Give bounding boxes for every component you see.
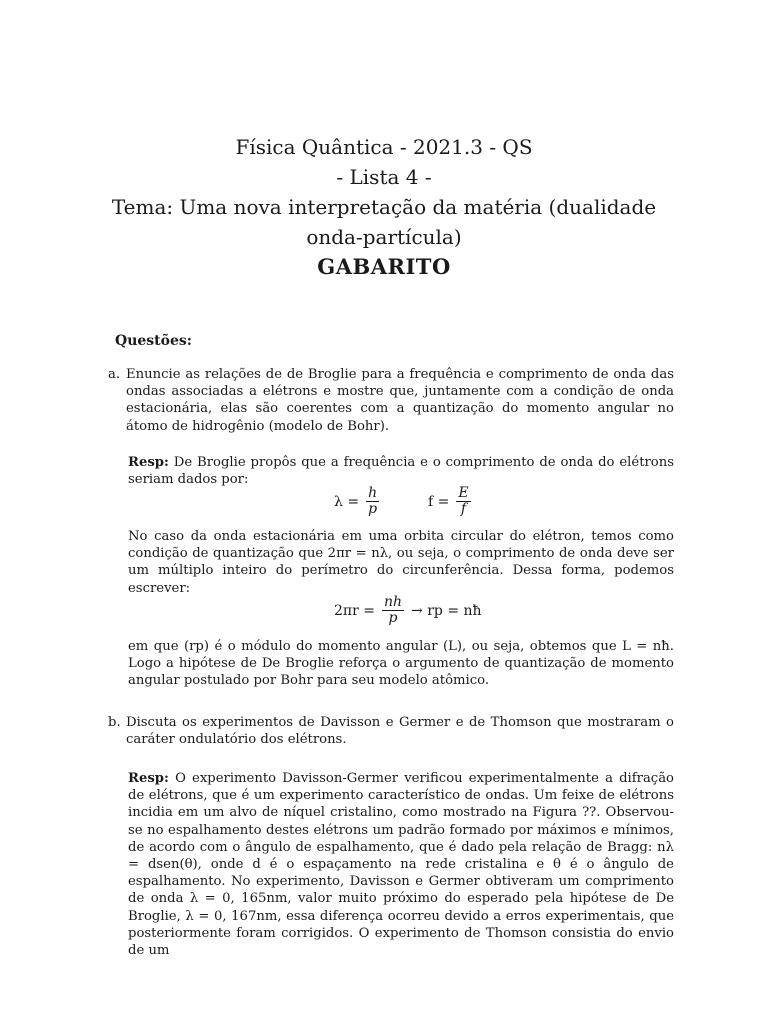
answer-b [128,770,674,959]
answer-b-text: O experimento Davisson-Germer verificou experimentalmente a difração de elétrons, que é um experimento característico de ondas. Um feixe de elétrons incidia em um alvo de níquel cristalino, como mostrado na Figura ??. Observou-se no espalhamento destes elétrons um padrão formado por máximos e mínimos, de acordo com o ângulo de espalhamento, que é dado pela relação de Bragg: nλ = dsen(θ), onde d é o espaçamento na rede cristalina e θ é o ângulo de espalhamento. No experimento, Davisson e Germer obtiveram um comprimento de onda λ = 0, 165nm, valor muito próximo do esperado pela hipótese de De Broglie, λ = 0, 167nm, essa diferença ocorreu devido a erros experimentais, que posteriormente foram corrigidos. O experimento de Thomson consistia do envio de um [128,771,674,959]
eq3-numerator: nh [383,594,403,610]
question-a-marker: a. [108,367,121,382]
question-b-text: Discuta os experimentos de Davisson e Germer e de Thomson que mostraram o caráter ondulatório dos elétrons. [126,715,674,748]
title-line-3: Tema: Uma nova interpretação da matéria (dualidade [111,195,657,219]
equation-frequency [424,486,474,517]
answer-a-paragraph-3: em que (rp) é o módulo do momento angular (L), ou seja, obtemos que L = nħ. Logo a hipótese de De Broglie reforça o argumento de quantização de momento angular postulado por Bohr para seu modelo atômico. [128,639,674,689]
document-title [0,132,768,282]
answer-a-label: Resp: [128,455,169,470]
answer-a-intro-text: De Broglie propôs que a frequência e o comprimento de onda do elétrons seriam dados por: [128,455,674,488]
eq1-denominator: p [368,501,378,517]
eq1-fraction [366,486,379,517]
answer-a-intro [128,454,674,488]
question-b [108,714,674,748]
eq1-lhs: λ = [334,493,360,510]
eq2-fraction [456,486,470,517]
eq3-rhs: → rp = nħ [411,602,482,619]
equation-quantization [330,595,486,626]
question-a [108,366,674,435]
eq3-fraction [382,595,404,626]
eq2-numerator: E [458,485,469,501]
eq3-denominator: p [388,610,398,626]
title-line-1: Física Quântica - 2021.3 - QS [235,135,533,159]
title-line-2: - Lista 4 - [336,165,432,189]
title-line-5: GABARITO [317,254,451,279]
eq2-lhs: f = [428,493,450,510]
question-b-marker: b. [108,715,121,730]
section-heading: Questões: [115,333,192,349]
equation-wavelength [330,486,382,517]
answer-a-paragraph-2: No caso da onda estacionária em uma orbita circular do elétron, temos como condição de quantização que 2πr = nλ, ou seja, o comprimento de onda deve ser um múltiplo inteiro do perímetro do circunferência. Dessa forma, podemos escrever: [128,529,674,596]
answer-b-label: Resp: [128,771,169,786]
eq3-lhs: 2πr = [334,602,375,619]
eq1-numerator: h [368,485,378,501]
title-line-4: onda-partícula) [306,225,462,249]
eq2-denominator: f [460,501,467,517]
question-a-text: Enuncie as relações de de Broglie para a frequência e comprimento de onda das ondas associadas a elétrons e mostre que, juntamente com a condição de onda estacionária, elas são coerentes com a quantização do momento angular no átomo de hidrogênio (modelo de Bohr). [126,367,674,434]
